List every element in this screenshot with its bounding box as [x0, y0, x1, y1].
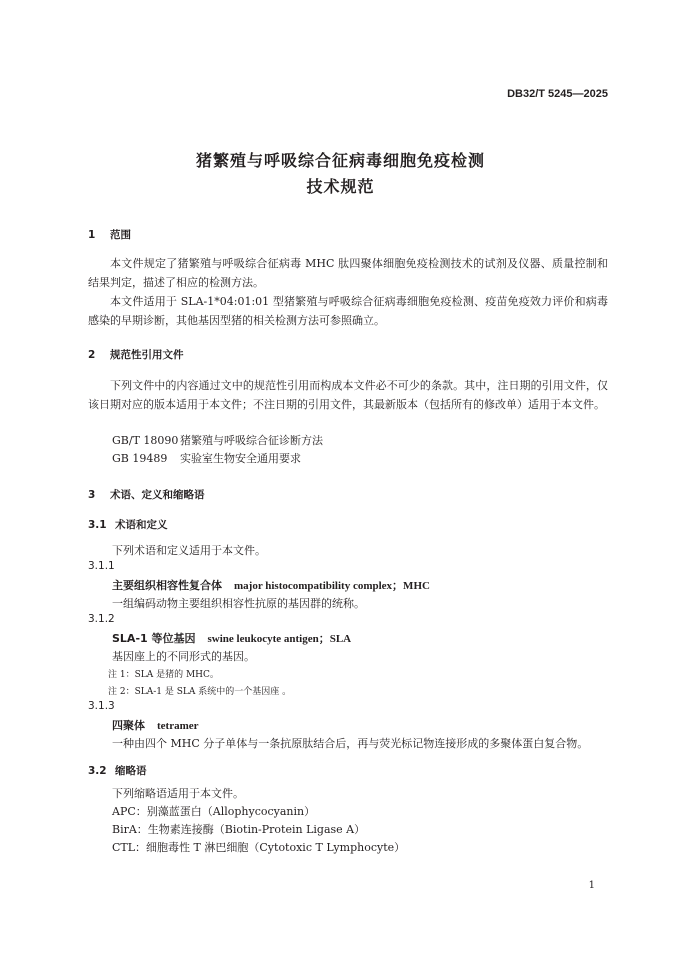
term-zh: SLA-1 等位基因 — [112, 632, 196, 645]
subsection-number: 3.2 — [88, 765, 107, 777]
reference-item — [112, 432, 323, 448]
page-number: 1 — [588, 880, 595, 891]
section-title: 规范性引用文件 — [110, 349, 184, 361]
term-en: swine leukocyte antigen；SLA — [207, 633, 352, 645]
term-number: 3.1.1 — [88, 560, 115, 572]
section-number: 3 — [88, 489, 96, 501]
term-note: 注 1：SLA 是猪的 MHC。 — [108, 670, 219, 680]
section-number: 1 — [88, 229, 96, 241]
document-title-line1: 猪繁殖与呼吸综合征病毒细胞免疫检测 — [195, 151, 485, 170]
document-title-line2: 技术规范 — [306, 177, 375, 196]
section-2-heading — [88, 347, 184, 362]
section-title: 术语、定义和缩略语 — [110, 489, 205, 501]
term-definition: 基因座上的不同形式的基因。 — [112, 650, 255, 663]
term-number: 3.1.3 — [88, 700, 115, 712]
term-note: 注 2：SLA-1 是 SLA 系统中的一个基因座 。 — [108, 687, 292, 697]
section-title: 范围 — [110, 229, 131, 241]
term-en: major histocompatibility complex；MHC — [234, 580, 430, 592]
term-heading — [112, 577, 430, 593]
subsection-3-1-intro: 下列术语和定义适用于本文件。 — [112, 544, 266, 557]
abbreviation-item: APC：别藻蓝蛋白（Allophycocyanin） — [112, 805, 316, 818]
subsection-title: 缩略语 — [115, 765, 147, 777]
term-zh: 主要组织相容性复合体 — [112, 579, 222, 592]
subsection-title: 术语和定义 — [115, 519, 168, 531]
section-1-paragraph-1: 本文件规定了猪繁殖与呼吸综合征病毒 MHC 肽四聚体细胞免疫检测技术的试剂及仪器、质量控制和结果判定，描述了相应的检测方法。 — [88, 257, 608, 289]
term-heading — [112, 630, 351, 646]
term-number: 3.1.2 — [88, 613, 115, 625]
section-3-heading — [88, 487, 205, 502]
section-number: 2 — [88, 349, 96, 361]
subsection-3-2-heading — [88, 763, 147, 778]
term-heading — [112, 717, 199, 733]
section-1-paragraph-2: 本文件适用于 SLA-1*04:01:01 型猪繁殖与呼吸综合征病毒细胞免疫检测、疫苗免疫效力评价和病毒感染的早期诊断，其他基因型猪的相关检测方法可参照确立。 — [88, 295, 608, 327]
subsection-number: 3.1 — [88, 519, 107, 531]
abbreviation-item: CTL：细胞毒性 T 淋巴细胞（Cytotoxic T Lymphocyte） — [112, 841, 406, 854]
abbreviation-item: BirA：生物素连接酶（Biotin-Protein Ligase A） — [112, 823, 366, 836]
reference-code: GB/T 18090 — [112, 434, 179, 447]
reference-item — [112, 450, 301, 466]
document-code: DB32/T 5245—2025 — [507, 88, 608, 100]
section-2-paragraph: 下列文件中的内容通过文中的规范性引用而构成本文件必不可少的条款。其中，注日期的引用文件，仅该日期对应的版本适用于本文件；不注日期的引用文件，其最新版本（包括所有的修改单）适用于本文件。 — [88, 379, 608, 411]
reference-title: 猪繁殖与呼吸综合征诊断方法 — [180, 434, 323, 447]
term-en: tetramer — [157, 720, 199, 732]
subsection-3-2-intro: 下列缩略语适用于本文件。 — [112, 787, 244, 800]
subsection-3-1-heading — [88, 517, 168, 532]
reference-code: GB 19489 — [112, 452, 168, 465]
section-1-heading — [88, 227, 131, 242]
reference-title: 实验室生物安全通用要求 — [180, 452, 301, 465]
term-zh: 四聚体 — [112, 719, 145, 732]
term-definition: 一组编码动物主要组织相容性抗原的基因群的统称。 — [112, 597, 365, 610]
term-definition: 一种由四个 MHC 分子单体与一条抗原肽结合后，再与荧光标记物连接形成的多聚体蛋白复合物。 — [112, 737, 589, 750]
